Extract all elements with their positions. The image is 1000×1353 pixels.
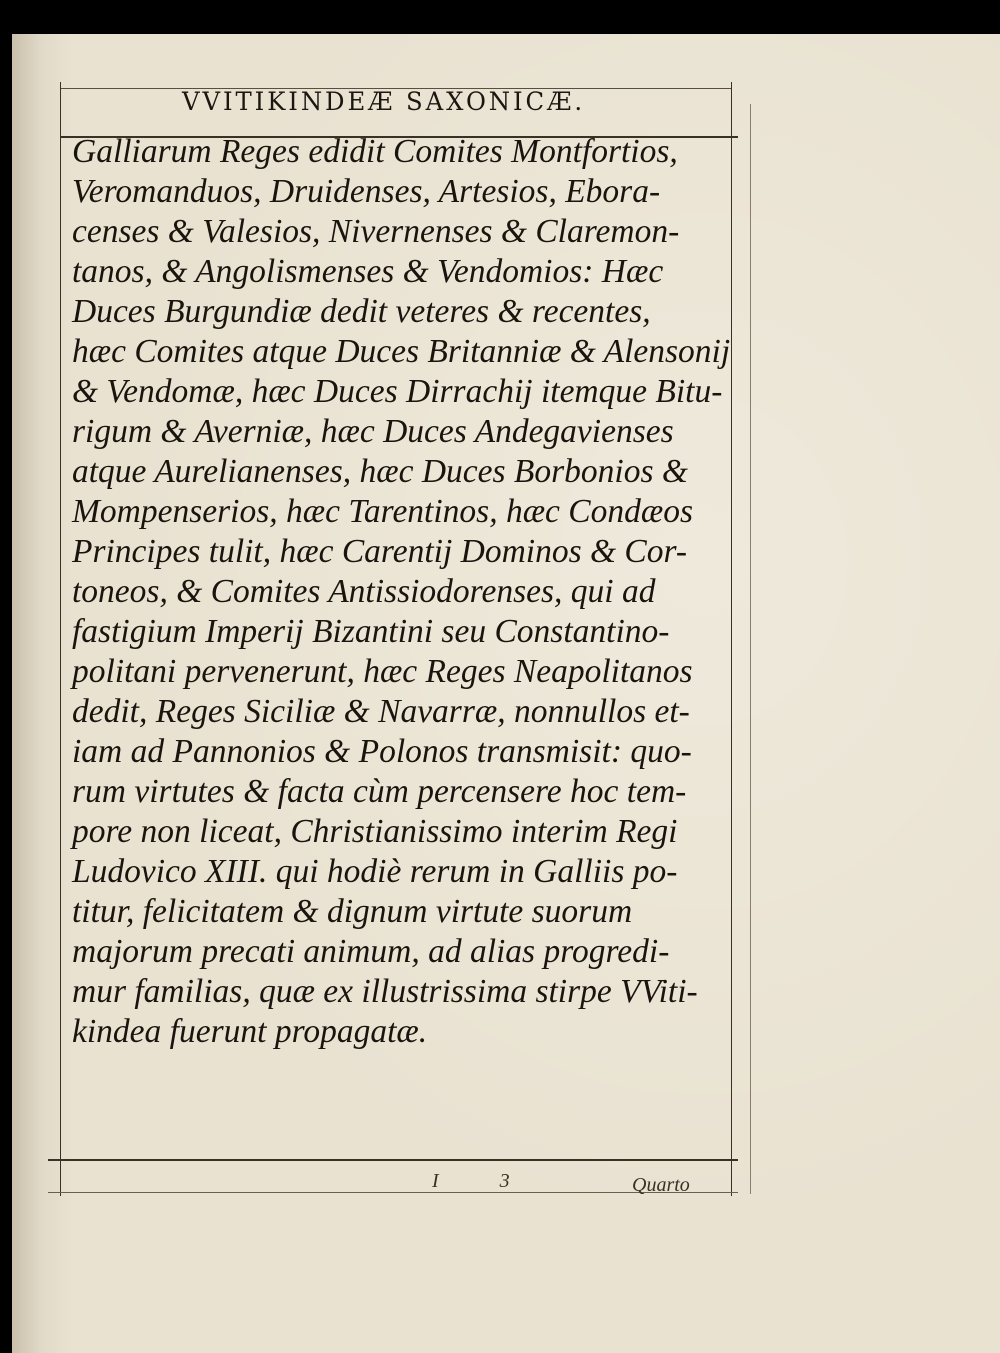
text-line: Galliarum Reges edidit Comites Montfortios, — [72, 133, 678, 170]
body-text — [72, 132, 737, 1052]
text-line: majorum precati animum, ad alias progredi- — [72, 933, 670, 970]
text-line: tanos, & Angolismenses & Vendomios: Hæc — [72, 253, 664, 290]
text-line: Ludovico XIII. qui hodiè rerum in Galliis po- — [72, 853, 678, 890]
text-line: Duces Burgundiæ dedit veteres & recentes, — [72, 293, 651, 330]
text-line: rum virtutes & facta cùm percensere hoc tem- — [72, 773, 687, 810]
text-line: & Vendomæ, hæc Duces Dirrachij itemque Bitu- — [72, 373, 723, 410]
text-line: titur, felicitatem & dignum virtute suorum — [72, 893, 633, 930]
text-line: iam ad Pannonios & Polonos transmisit: quo- — [72, 733, 692, 770]
text-line: dedit, Reges Siciliæ & Navarræ, nonnullos et- — [72, 693, 690, 730]
text-line: atque Aurelianenses, hæc Duces Borbonios & — [72, 453, 688, 490]
book-page — [12, 34, 1000, 1353]
text-line: Mompenserios, hæc Tarentinos, hæc Condæos — [72, 493, 694, 530]
running-head: VVITIKINDEÆ SAXONICÆ. — [182, 87, 586, 116]
text-line: mur familias, quæ ex illustrissima stirpe VViti- — [72, 973, 698, 1010]
signature-mark: I 3 — [432, 1170, 538, 1192]
text-line: toneos, & Comites Antissiodorenses, qui ad — [72, 573, 656, 610]
text-line: kindea fuerunt propagatæ. — [72, 1013, 428, 1050]
text-line: hæc Comites atque Duces Britanniæ & Alensonij — [72, 333, 731, 370]
text-line: pore non liceat, Christianissimo interim Regi — [72, 813, 678, 850]
text-line: censes & Valesios, Nivernenses & Claremon- — [72, 213, 680, 250]
catchword: Quarto — [632, 1174, 690, 1196]
text-line: rigum & Averniæ, hæc Duces Andegavienses — [72, 413, 674, 450]
text-line: fastigium Imperij Bizantini seu Constantino- — [72, 613, 670, 650]
text-line: Principes tulit, hæc Carentij Dominos & Cor- — [72, 533, 688, 570]
text-line: Veromanduos, Druidenses, Artesios, Ebora- — [72, 173, 661, 210]
margin-line — [750, 104, 751, 1194]
bottom-rule — [48, 1159, 738, 1161]
text-line: politani pervenerunt, hæc Reges Neapolitanos — [72, 653, 693, 690]
